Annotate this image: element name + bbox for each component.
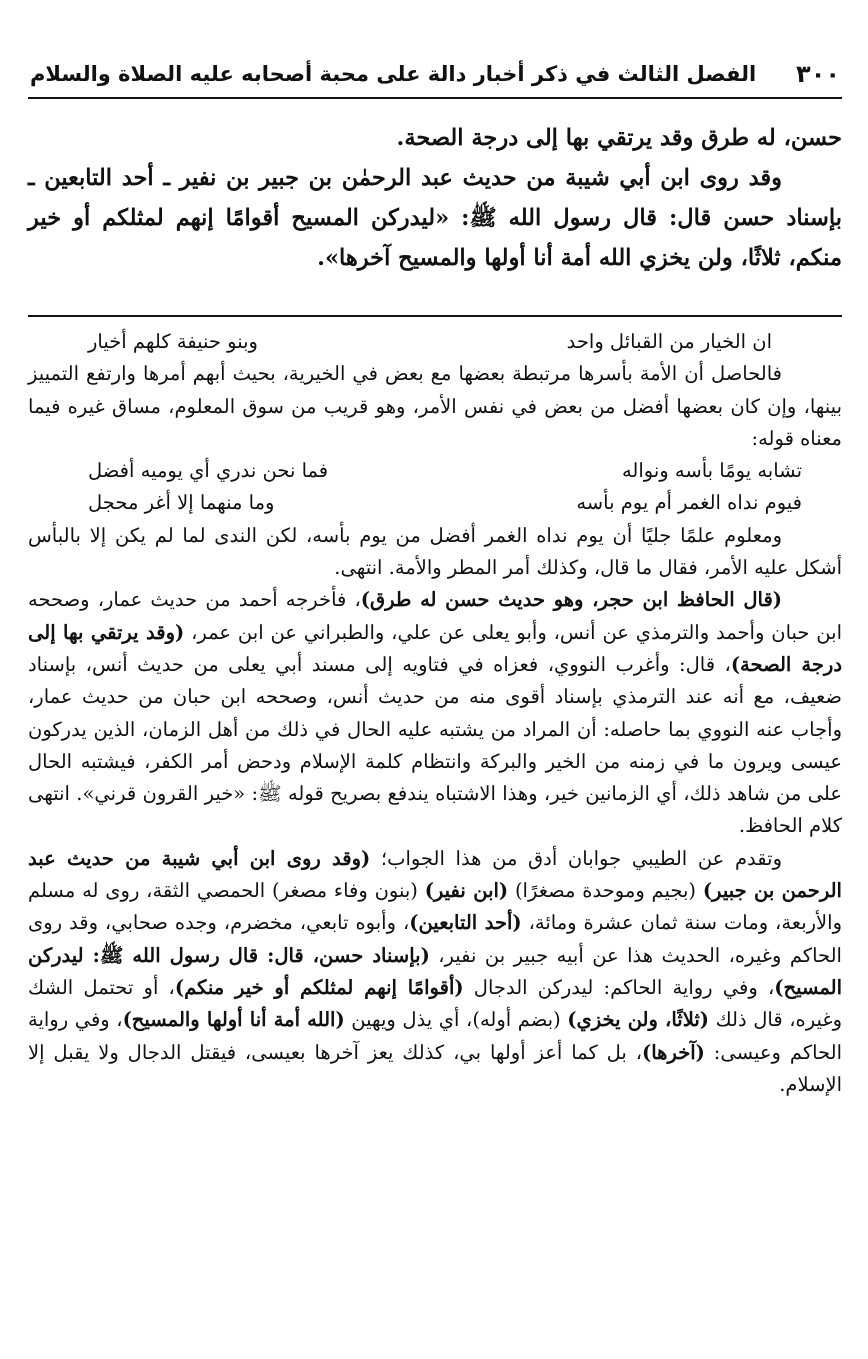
commentary-paragraph-2: ومعلوم علمًا جليًا أن يوم نداه الغمر أفضل من يوم بأسه، لكن الندى لما لم يكن إلا بالبأس أشكل عليه الأمر، فقال ما قال، وكذلك أمر المطر والأمة. انتهى.	[28, 523, 842, 580]
commentary-text: ، وفي رواية الحاكم: ليدركن الدجال	[463, 975, 775, 999]
main-line-4: لمثلكم أو خير منكم، ثلاثًا، ولن يخزي الله أمة أنا أولها والمسيح آخرها».	[28, 205, 842, 271]
commentary-paragraph-4	[28, 843, 842, 1101]
main-line-3: التابعين ـ بإسناد حسن قال: قال رسول الله ﷺ: «ليدركن المسيح أقوامًا إنهم	[28, 165, 842, 231]
commentary-text: ، وأبوه تابعي، مخضرم، وجده صحابي، وقد روى الحاكم وغيره، الحديث هذا عن أبيه جبير بن نفير،	[28, 911, 842, 967]
commentary-text: (بضم أوله)، أي يذل ويهين	[344, 1008, 568, 1032]
commentary-text: ، فأخرجه أحمد من حديث عمار، وصححه ابن حبان وأحمد والترمذي عن أنس، وأبو يعلى عن علي، والطبراني عن ابن عمر،	[28, 588, 842, 644]
commentary-text: ، بل كما أعز أولها بي، كذلك يعز آخرها بعيسى، فيقتل الدجال ولا يقبل إلا الإسلام.	[28, 1040, 842, 1096]
verse-3-second-hemistich: وما منهما إلا أغر محجل	[88, 491, 275, 515]
main-paragraph	[28, 158, 842, 278]
commentary-text: (بنون وفاء مصغر) الحمصي الثقة، روى له مسلم والأربعة، ومات سنة ثمان عشرة ومائة،	[28, 879, 842, 935]
quoted-phrase: (وقد روى ابن أبي شيبة من حديث عبد الرحمن بن جبير)	[28, 846, 842, 903]
verse-1-second-hemistich: وبنو حنيفة كلهم أخيار	[88, 330, 258, 353]
verse-2	[28, 455, 842, 487]
quoted-phrase: (بإسناد حسن، قال: قال رسول الله ﷺ: ليدركن المسيح)	[28, 943, 843, 999]
commentary	[28, 326, 842, 1101]
page-header	[30, 54, 840, 94]
page-number: ٣٠٠	[796, 60, 840, 88]
quoted-phrase: (الله أمة أنا أولها والمسيح)	[122, 1008, 345, 1032]
main-line-1: حسن، له طرق وقد يرتقي بها إلى درجة الصحة.	[396, 125, 842, 151]
commentary-text: ، قال: وأغرب النووي، فعزاه في فتاويه إلى مسند أبي يعلى من حديث أنس، بإسناد ضعيف، مع أنه عند الترمذي بإسناد أقوى منه من حديث أنس، وصححه ابن حبان من حديث عمار، وأجاب عنه النووي بما حاصله: أن المراد من يشتبه عليه الحال في ذلك من أهل الزمان، الذين يدركون عيسى ويرون ما في زمنه من الخير والبركة وانتظام كلمة الإسلام ودحض أمر الكفر، فيشتبه الحال على من شاهد ذلك، أي الزمانين خير، وهذا الاشتباه يندفع بصريح قوله ﷺ: «خير القرون قرني». انتهى كلام الحافظ.	[28, 652, 842, 838]
commentary-text: (بجيم وموحدة مصغرًا)	[508, 879, 703, 903]
verse-1	[28, 326, 842, 358]
verse-3	[28, 487, 842, 519]
quoted-phrase: (ابن نفير)	[424, 879, 509, 903]
main-line-2: وقد روى ابن أبي شيبة من حديث عبد الرحمٰن بن جبير بن نفير ـ أحد	[121, 165, 782, 191]
footnote-separator	[28, 315, 842, 317]
header-rule	[28, 97, 842, 99]
quoted-phrase: (أحد التابعين)	[409, 911, 522, 935]
commentary-text: ، أو تحتمل الشك وغيره، قال ذلك	[28, 975, 842, 1032]
quoted-phrase: (ثلاثًا، ولن يخزي)	[567, 1008, 710, 1032]
quoted-phrase: (وقد يرتقي بها إلى درجة الصحة)	[28, 620, 843, 676]
quoted-phrase: (آخرها)	[642, 1040, 705, 1064]
chapter-title: الفصل الثالث في ذكر أخبار دالة على محبة أصحابه عليه الصلاة والسلام	[30, 62, 757, 86]
verse-3-first-hemistich: فيوم نداه الغمر أم يوم بأسه	[576, 491, 802, 515]
commentary-text: وتقدم عن الطيبي جوابان أدق من هذا الجواب؛	[370, 846, 782, 870]
commentary-text: ، وفي رواية الحاكم وعيسى:	[28, 1008, 842, 1064]
quoted-phrase: (أقوامًا إنهم لمثلكم أو خير منكم)	[174, 975, 464, 999]
verse-2-second-hemistich: فما نحن ندري أي يوميه أفضل	[88, 459, 329, 483]
commentary-paragraph-1: فالحاصل أن الأمة بأسرها مرتبطة بعضها مع بعض في الخيرية، بحيث أبهم أمرها وارتفع التمييز بينها، وإن كان بعضها أفضل من بعض في نفس الأمر، وهو قريب من سوق المعلوم، مساق غيره فيما معناه قوله:	[28, 362, 842, 450]
commentary-paragraph-3	[28, 584, 842, 842]
verse-2-first-hemistich: تشابه يومًا بأسه ونواله	[621, 459, 802, 483]
verse-1-first-hemistich: ان الخيار من القبائل واحد	[566, 330, 772, 353]
main-text	[28, 118, 842, 278]
quoted-phrase: (قال الحافظ ابن حجر، وهو حديث حسن له طرق)	[360, 588, 782, 612]
